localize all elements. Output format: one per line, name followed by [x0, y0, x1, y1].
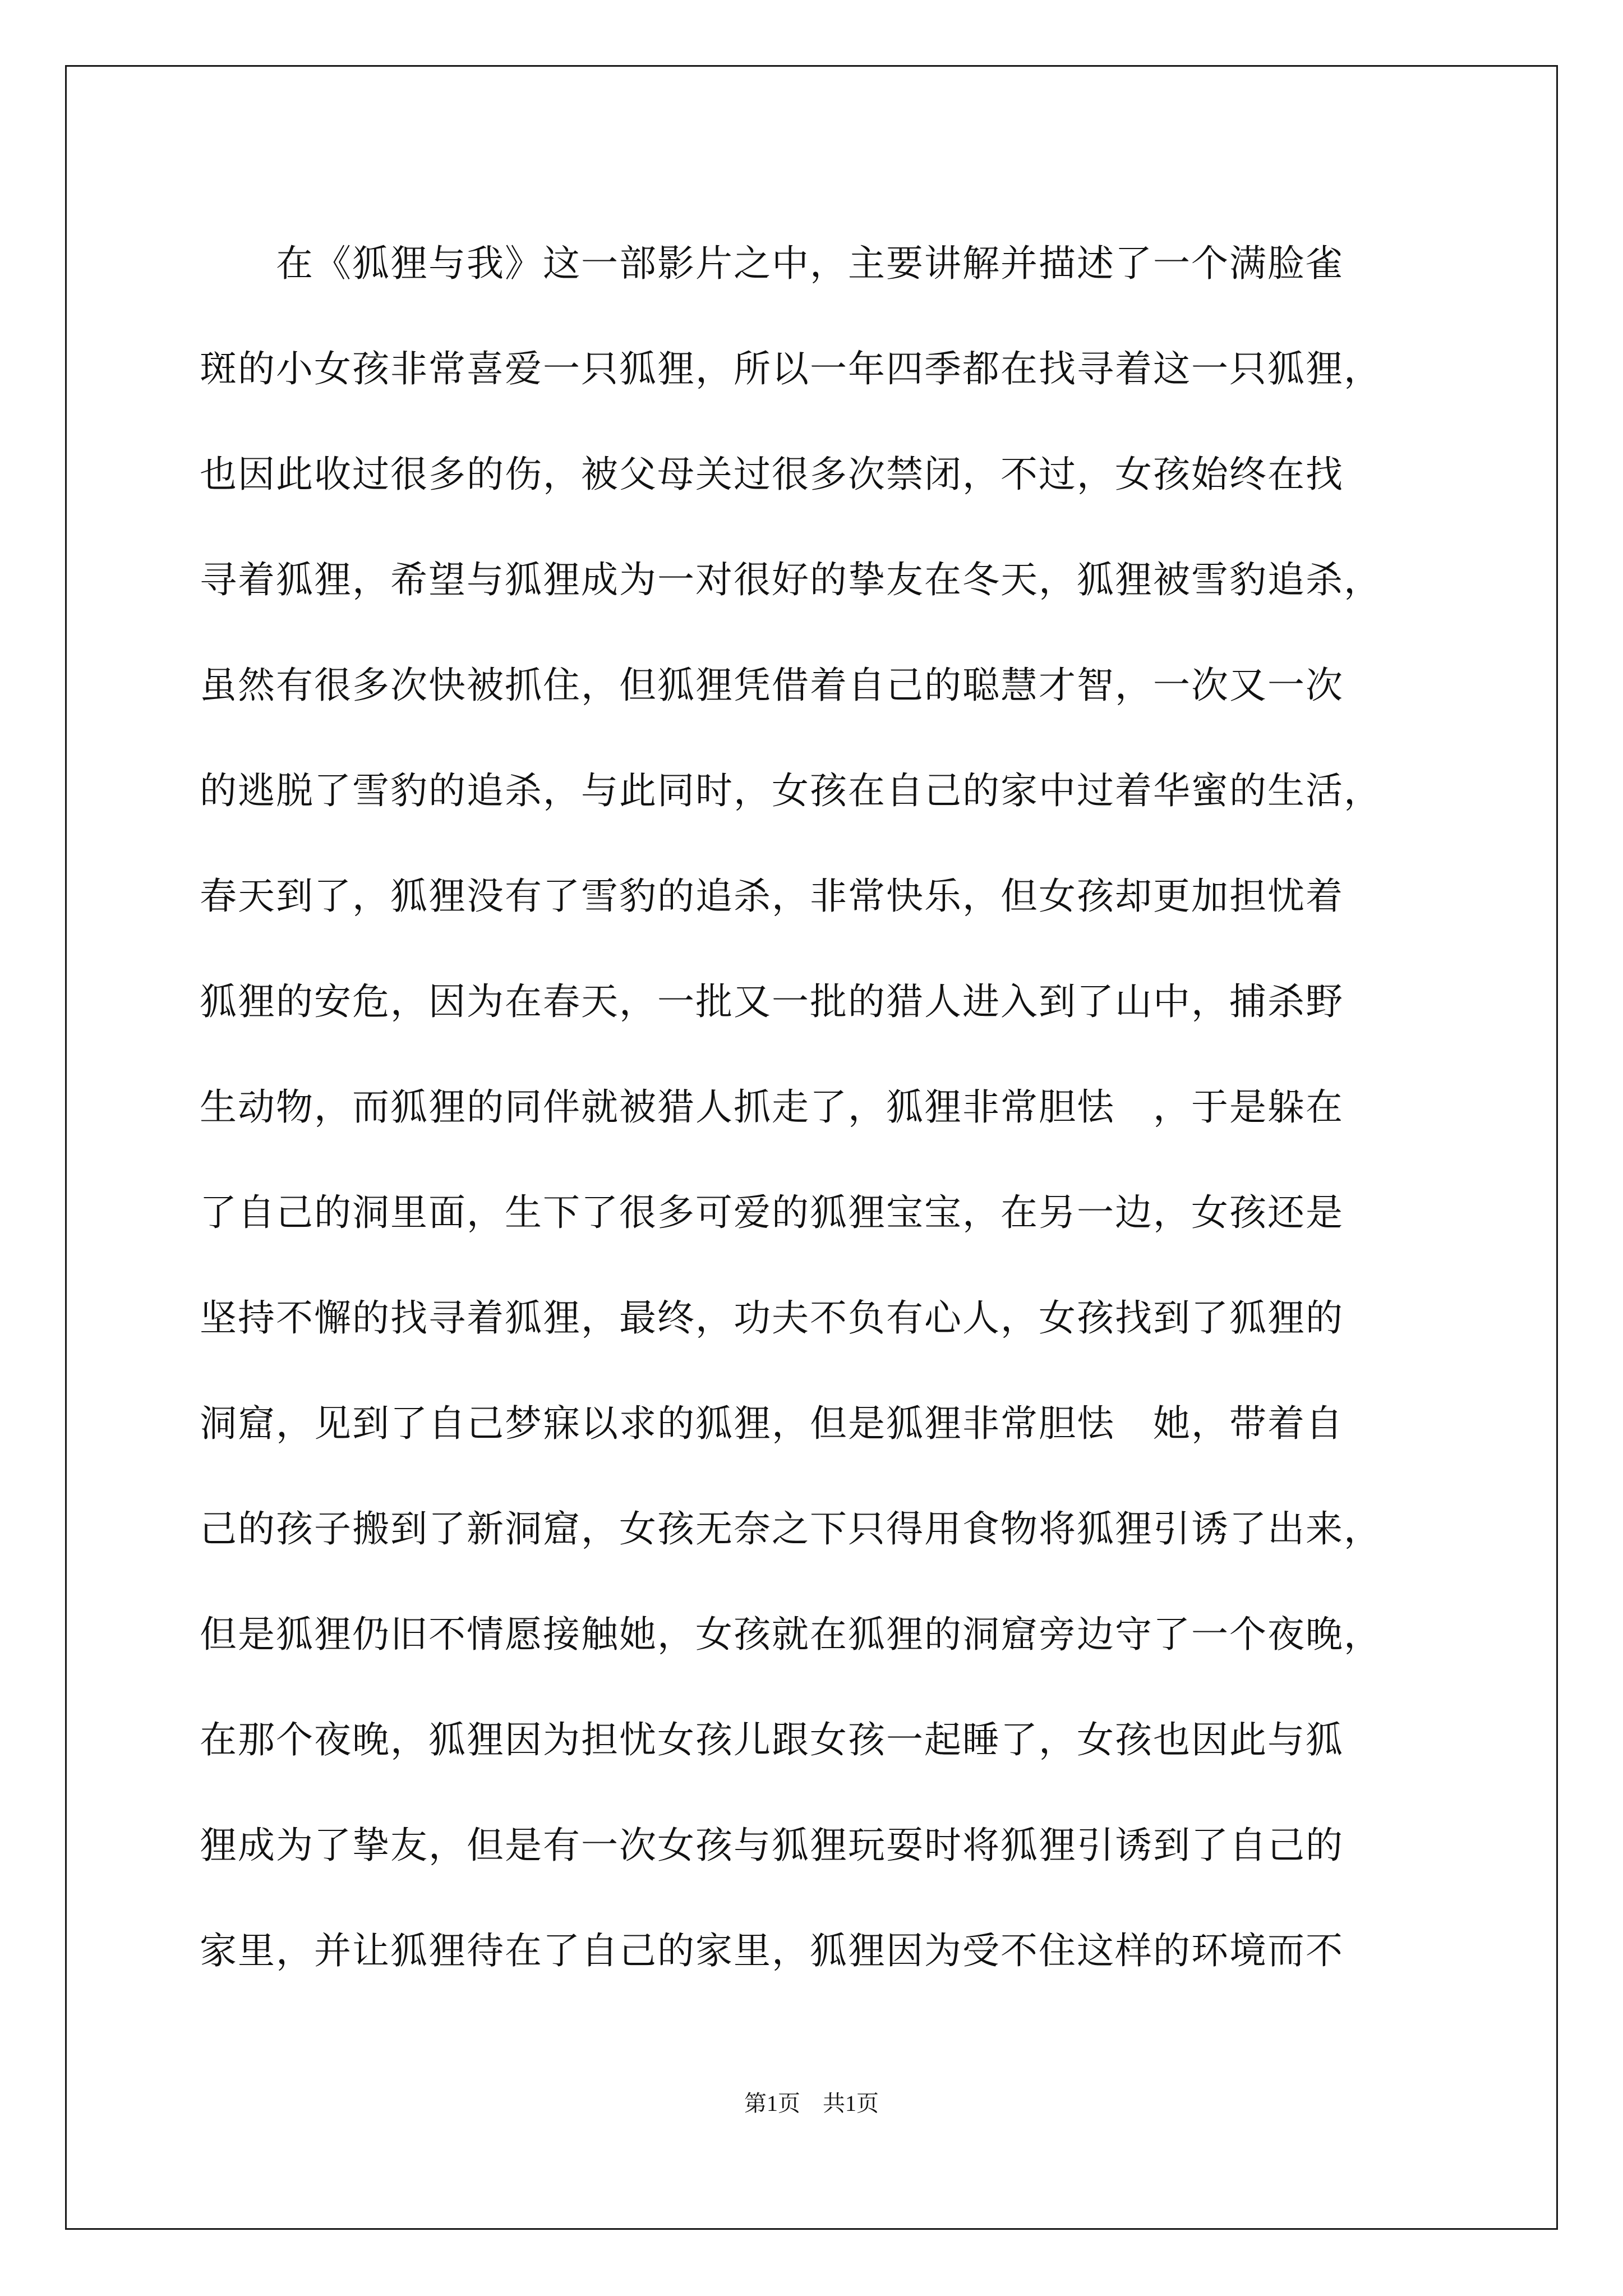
text-line: 狐狸的安危，因为在春天，一批又一批的猎人进入到了山中，捕杀野	[200, 980, 1344, 1023]
page-footer	[0, 2087, 1623, 2120]
text-line: 也因此收过很多的伤，被父母关过很多次禁闭，不过，女孩始终在找	[200, 453, 1344, 496]
text-line: 春天到了，狐狸没有了雪豹的追杀，非常快乐，但女孩却更加担忧着	[200, 875, 1344, 918]
text-line: 寻着狐狸，希望与狐狸成为一对很好的挚友在冬天，狐狸被雪豹追杀，	[200, 558, 1382, 601]
text-line: 家里，并让狐狸待在了自己的家里，狐狸因为受不住这样的环境而不	[200, 1929, 1344, 1972]
text-line: 狸成为了挚友，但是有一次女孩与狐狸玩耍时将狐狸引诱到了自己的	[200, 1824, 1344, 1867]
body-text	[200, 211, 1433, 2004]
text-line: 在《狐狸与我》这一部影片之中，主要讲解并描述了一个满脸雀	[200, 242, 1344, 285]
text-line: 生动物，而狐狸的同伴就被猎人抓走了，狐狸非常胆怯 ，于是躲在	[200, 1085, 1344, 1129]
text-line: 了自己的洞里面，生下了很多可爱的狐狸宝宝，在另一边，女孩还是	[200, 1191, 1344, 1234]
text-line: 己的孩子搬到了新洞窟，女孩无奈之下只得用食物将狐狸引诱了出来，	[200, 1507, 1382, 1550]
text-line: 斑的小女孩非常喜爱一只狐狸，所以一年四季都在找寻着这一只狐狸，	[200, 347, 1382, 390]
text-line: 的逃脱了雪豹的追杀，与此同时，女孩在自己的家中过着华蜜的生活，	[200, 769, 1382, 812]
text-line: 在那个夜晚，狐狸因为担忧女孩儿跟女孩一起睡了，女孩也因此与狐	[200, 1718, 1344, 1761]
page-number: 第1页	[744, 2091, 800, 2116]
text-line: 洞窟，见到了自己梦寐以求的狐狸，但是狐狸非常胆怯 她，带着自	[200, 1402, 1344, 1445]
page-total: 共1页	[823, 2091, 879, 2116]
text-line: 但是狐狸仍旧不情愿接触她，女孩就在狐狸的洞窟旁边守了一个夜晚，	[200, 1613, 1382, 1656]
text-line: 虽然有很多次快被抓住，但狐狸凭借着自己的聪慧才智，一次又一次	[200, 664, 1344, 707]
text-line: 坚持不懈的找寻着狐狸，最终，功夫不负有心人，女孩找到了狐狸的	[200, 1296, 1344, 1340]
